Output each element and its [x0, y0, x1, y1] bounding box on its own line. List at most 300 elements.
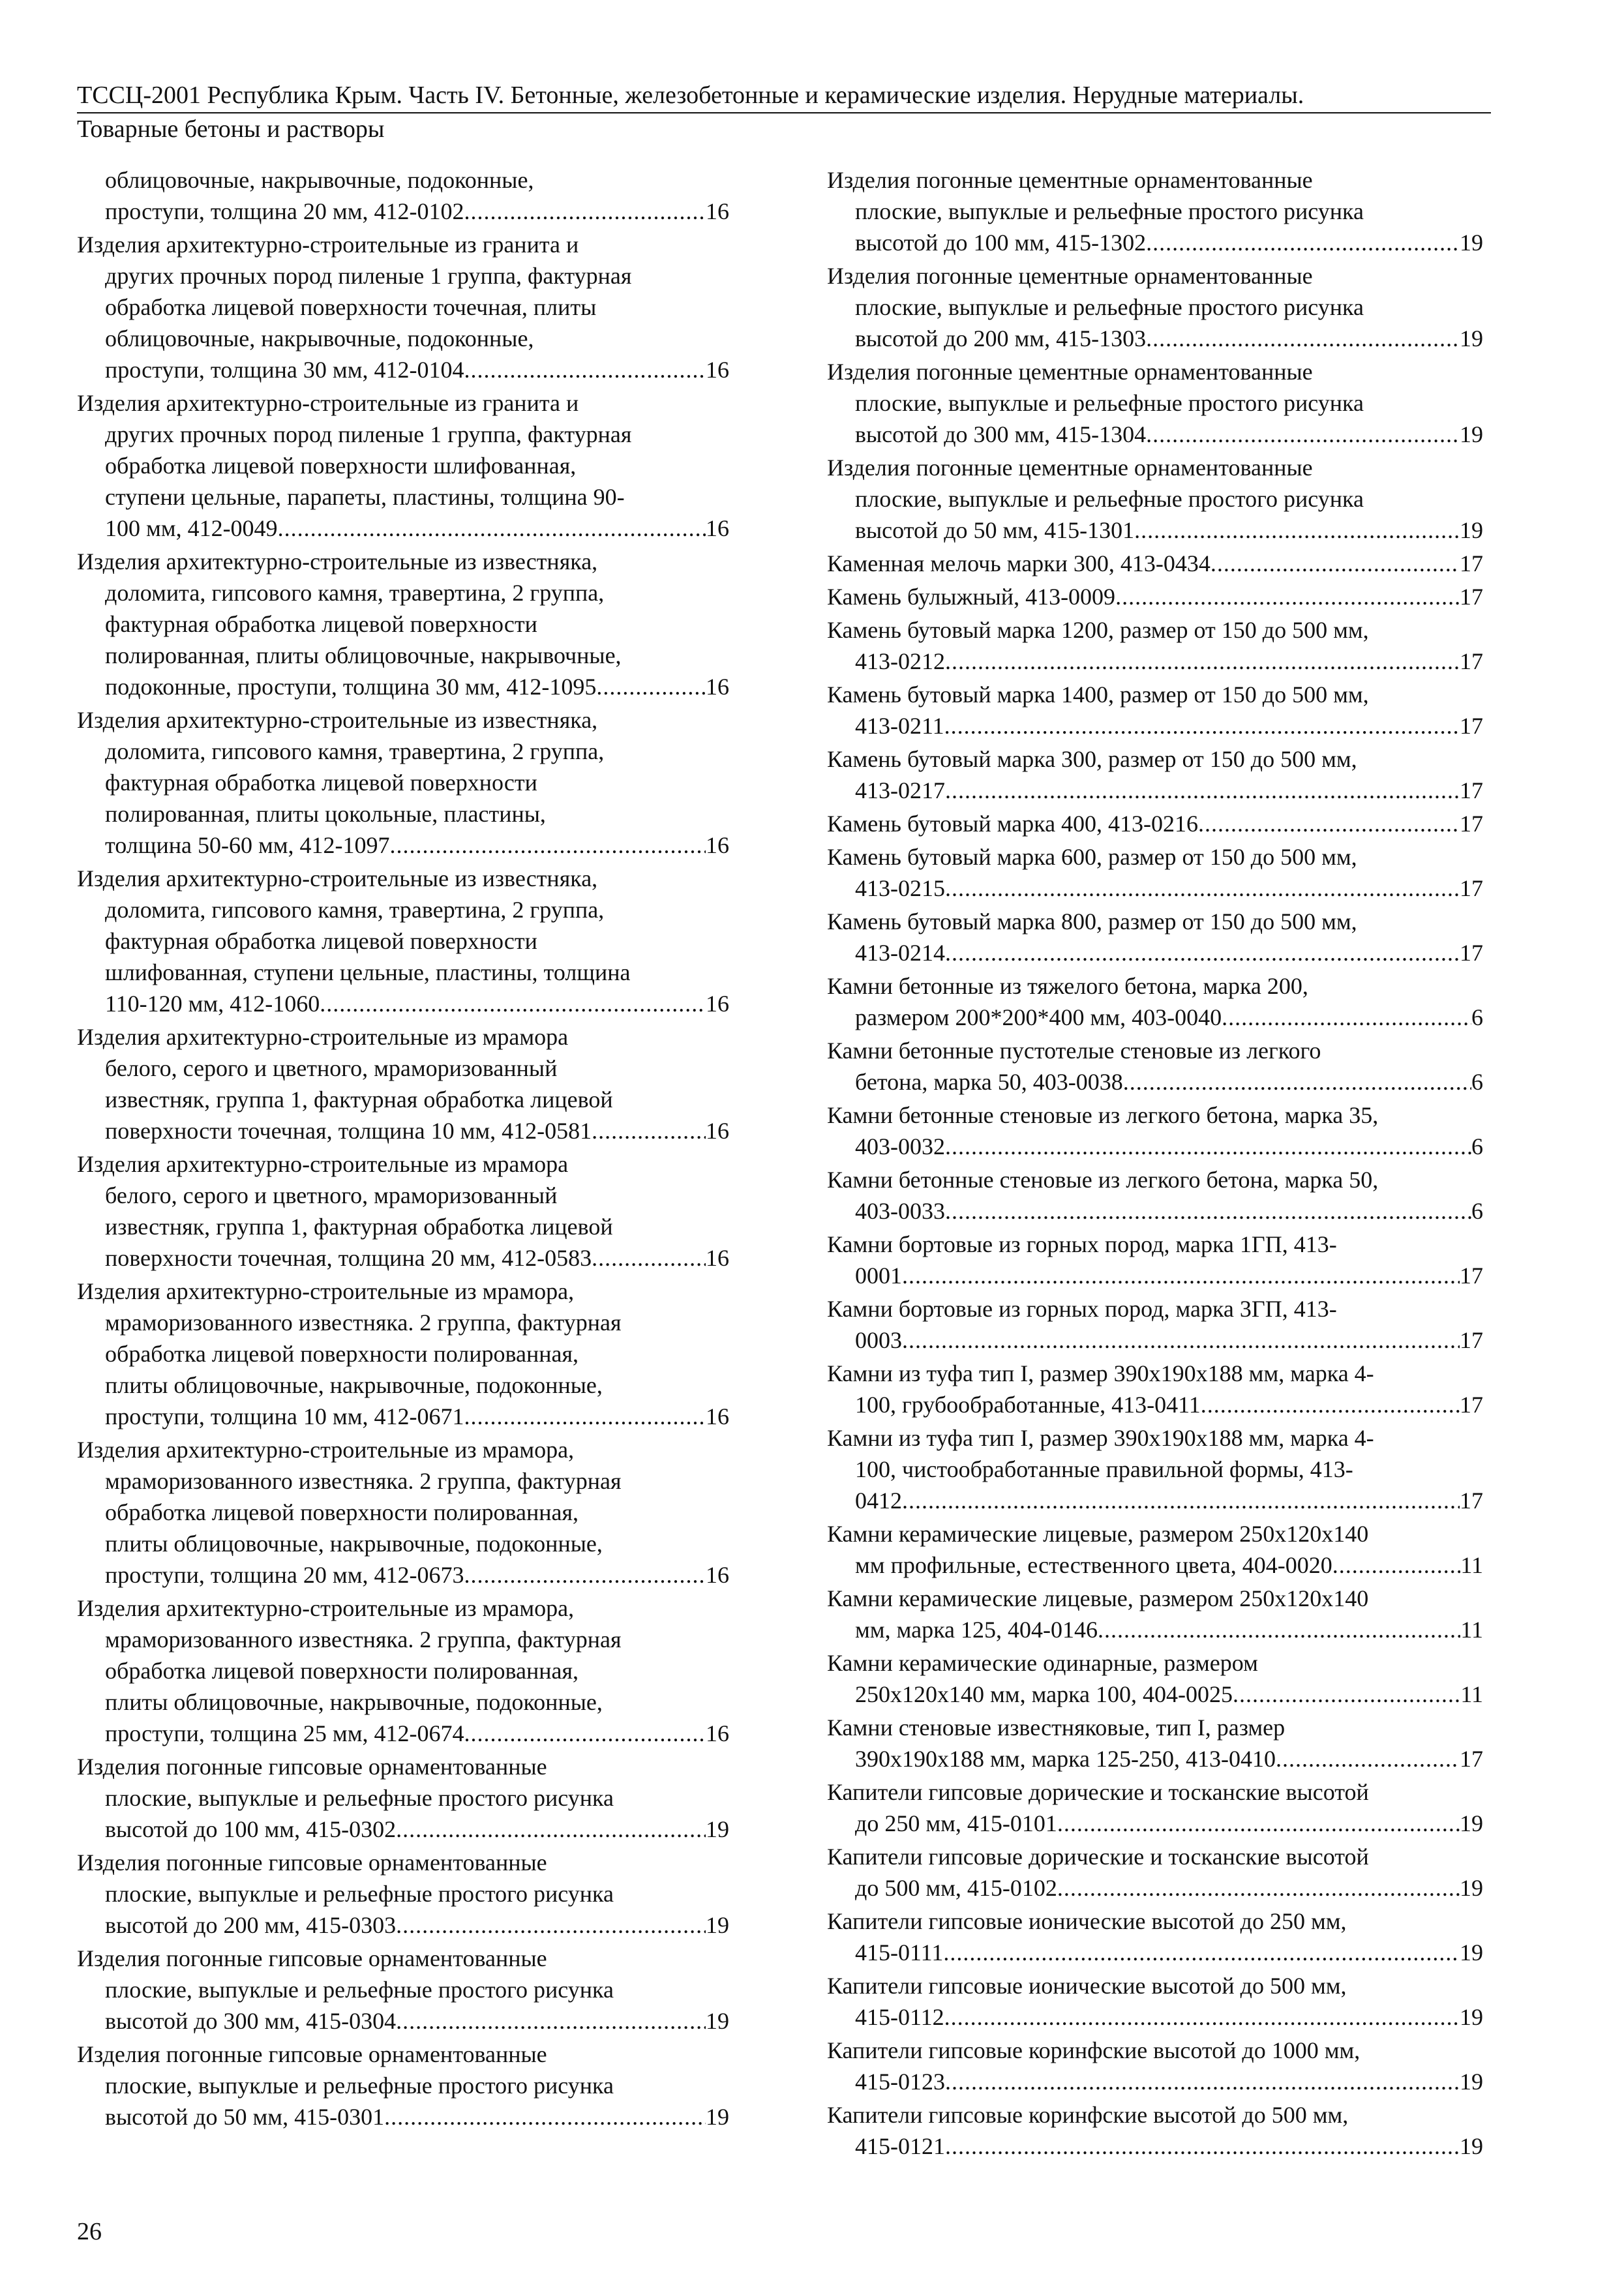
page-number: 26 [77, 2218, 102, 2245]
index-entry [827, 1229, 1483, 1291]
entry-last-line [827, 937, 1483, 968]
dot-leader [945, 937, 1460, 968]
entry-page-ref: 16 [706, 198, 729, 224]
entry-line: плиты облицовочные, накрывочные, подоконные, [105, 1689, 603, 1715]
entry-page-ref: 16 [706, 1403, 729, 1429]
index-entry [827, 1164, 1483, 1227]
entry-text: высотой до 100 мм, 415-0302 [105, 1816, 397, 1842]
entry-line: Камни бортовые из горных пород, марка 1ГП, 413- [827, 1231, 1337, 1257]
entry-last-line [77, 1814, 729, 1845]
entry-text: 413-0211 [855, 713, 944, 739]
entry-line: Изделия погонные цементные орнаментованные [827, 263, 1313, 289]
entry-line: Камни бетонные стеновые из легкого бетона, марка 50, [827, 1167, 1379, 1193]
entry-last-line [827, 323, 1483, 354]
entry-last-line [827, 1614, 1483, 1645]
entry-line: плоские, выпуклые и рельефные простого рисунка [855, 294, 1364, 320]
index-entry [827, 614, 1483, 677]
entry-last-line [827, 581, 1483, 612]
index-entry [827, 906, 1483, 968]
entry-text: проступи, толщина 10 мм, 412-0671 [105, 1403, 464, 1429]
entry-page-ref: 17 [1460, 1327, 1483, 1353]
entry-text: 0001 [855, 1263, 902, 1289]
entry-text: 110-120 мм, 412-1060 [105, 991, 320, 1017]
index-entry [827, 548, 1483, 579]
entry-last-line [77, 2101, 729, 2132]
entry-last-line [827, 227, 1483, 258]
index-entry [77, 164, 729, 227]
entry-page-ref: 17 [1460, 1263, 1483, 1289]
dot-leader [1057, 1872, 1460, 1904]
entry-last-line [827, 515, 1483, 546]
entry-page-ref: 19 [706, 2008, 729, 2034]
index-entry [77, 2039, 729, 2132]
entry-text: высотой до 200 мм, 415-0303 [105, 1912, 397, 1938]
entry-line: белого, серого и цветного, мраморизованный [105, 1182, 558, 1208]
dot-leader [464, 1718, 706, 1749]
dot-leader [278, 513, 706, 544]
index-entry [827, 1358, 1483, 1420]
entry-line: плоские, выпуклые и рельефные простого рисунка [855, 486, 1364, 512]
entry-line: обработка лицевой поверхности полированная, [105, 1658, 579, 1684]
entry-last-line [827, 1389, 1483, 1420]
entry-line: Капители гипсовые ионические высотой до 250 мм, [827, 1908, 1347, 1934]
index-entry [77, 1943, 729, 2037]
entry-line: плиты облицовочные, накрывочные, подоконные, [105, 1372, 603, 1398]
entry-text: толщина 50-60 мм, 412-1097 [105, 832, 390, 858]
entry-page-ref: 16 [706, 832, 729, 858]
entry-text: 0003 [855, 1327, 902, 1353]
entry-line: Камни керамические одинарные, размером [827, 1650, 1258, 1676]
dot-leader [1146, 227, 1460, 258]
entry-page-ref: 19 [1460, 1939, 1483, 1966]
entry-line: Камень бутовый марка 800, размер от 150 до 500 мм, [827, 908, 1357, 935]
entry-line: обработка лицевой поверхности полированная, [105, 1341, 579, 1367]
entry-page-ref: 17 [1460, 713, 1483, 739]
index-entry [827, 743, 1483, 806]
entry-line: доломита, гипсового камня, травертина, 2 группа, [105, 580, 605, 606]
entry-line: Изделия погонные гипсовые орнаментованные [77, 1849, 547, 1876]
index-entry [827, 1647, 1483, 1710]
entry-line: Камень бутовый марка 600, размер от 150 до 500 мм, [827, 844, 1357, 870]
entry-last-line [827, 1324, 1483, 1356]
entry-line: фактурная обработка лицевой поверхности [105, 928, 537, 954]
entry-last-line [827, 646, 1483, 677]
entry-line: ступени цельные, парапеты, пластины, толщина 90- [105, 484, 625, 510]
entry-page-ref: 11 [1460, 1681, 1483, 1707]
entry-line: Изделия погонные гипсовые орнаментованные [77, 2041, 547, 2067]
dot-leader [1115, 581, 1460, 612]
dot-leader [464, 1559, 706, 1591]
entry-page-ref: 6 [1471, 1069, 1483, 1095]
entry-text: 0412 [855, 1488, 902, 1514]
entry-last-line [827, 548, 1483, 579]
entry-text: до 250 мм, 415-0101 [855, 1810, 1057, 1836]
entry-page-ref: 19 [1460, 230, 1483, 256]
entry-last-line [77, 196, 729, 227]
entry-last-line [77, 1242, 729, 1274]
entry-last-line [827, 1066, 1483, 1098]
entry-last-line [77, 830, 729, 861]
entry-page-ref: 17 [1460, 777, 1483, 803]
entry-last-line [827, 2001, 1483, 2033]
dot-leader [1146, 323, 1460, 354]
entry-page-ref: 17 [1460, 550, 1483, 576]
entry-text: высотой до 200 мм, 415-1303 [855, 325, 1147, 352]
dot-leader [1332, 1549, 1461, 1581]
index-entry [827, 1841, 1483, 1904]
entry-line: обработка лицевой поверхности шлифованная, [105, 453, 577, 479]
entry-text: подоконные, проступи, толщина 30 мм, 412-1095 [105, 674, 597, 700]
entry-last-line [77, 1559, 729, 1591]
entry-line: Изделия архитектурно-строительные из гранита и [77, 390, 579, 416]
entry-text: проступи, толщина 30 мм, 412-0104 [105, 357, 464, 383]
index-entry [827, 2099, 1483, 2162]
entry-text: 413-0214 [855, 940, 945, 966]
entry-page-ref: 16 [706, 1118, 729, 1144]
entry-line: Изделия архитектурно-строительные из известняка, [77, 548, 598, 575]
dot-leader [1276, 1743, 1460, 1774]
entry-text: до 500 мм, 415-0102 [855, 1875, 1057, 1901]
entry-line: Капители гипсовые дорические и тосканские высотой [827, 1844, 1369, 1870]
entry-page-ref: 6 [1471, 1133, 1483, 1159]
entry-page-ref: 16 [706, 1562, 729, 1588]
entry-last-line [827, 1195, 1483, 1227]
dot-leader [944, 710, 1460, 741]
index-entry [77, 229, 729, 385]
entry-text: 403-0033 [855, 1198, 945, 1224]
entry-line: Изделия погонные цементные орнаментованные [827, 167, 1313, 193]
dot-leader [1098, 1614, 1460, 1645]
entry-page-ref: 16 [706, 515, 729, 541]
dot-leader [945, 1131, 1471, 1162]
dot-leader [464, 196, 706, 227]
entry-text: проступи, толщина 20 мм, 412-0102 [105, 198, 464, 224]
entry-last-line [77, 988, 729, 1019]
entry-page-ref: 11 [1460, 1617, 1483, 1643]
dot-leader [902, 1324, 1460, 1356]
entry-line: Изделия погонные гипсовые орнаментованные [77, 1945, 547, 1971]
entry-text: высотой до 300 мм, 415-1304 [855, 421, 1147, 447]
entry-page-ref: 19 [706, 1912, 729, 1938]
entry-text: 100, грубообработанные, 413-0411 [855, 1392, 1201, 1418]
index-entry [827, 1712, 1483, 1774]
entry-page-ref: 16 [706, 991, 729, 1017]
entry-last-line [827, 1808, 1483, 1839]
entry-page-ref: 17 [1460, 875, 1483, 901]
entry-line: Камни бетонные из тяжелого бетона, марка 200, [827, 973, 1308, 999]
entry-line: Камни стеновые известняковые, тип I, размер [827, 1714, 1286, 1741]
entry-page-ref: 11 [1460, 1552, 1483, 1578]
entry-page-ref: 17 [1460, 584, 1483, 610]
entry-line: фактурная обработка лицевой поверхности [105, 770, 537, 796]
entry-page-ref: 19 [1460, 2004, 1483, 2030]
entry-line: плоские, выпуклые и рельефные простого рисунка [855, 198, 1364, 224]
index-entry [77, 546, 729, 702]
entry-last-line [827, 808, 1483, 839]
dot-leader [902, 1260, 1460, 1291]
index-entry [827, 1583, 1483, 1645]
entry-page-ref: 19 [1460, 325, 1483, 352]
entry-page-ref: 19 [1460, 1875, 1483, 1901]
entry-text: 415-0123 [855, 2069, 945, 2095]
entry-last-line [827, 775, 1483, 806]
entry-text: бетона, марка 50, 403-0038 [855, 1069, 1123, 1095]
index-column-right [827, 164, 1483, 2164]
entry-text: Камень булыжный, 413-0009 [827, 584, 1116, 610]
entry-text: 415-0121 [855, 2133, 945, 2159]
entry-text: 415-0112 [855, 2004, 944, 2030]
dot-leader [945, 646, 1460, 677]
entry-last-line [827, 419, 1483, 450]
entry-text: 390х190х188 мм, марка 125-250, 413-0410 [855, 1746, 1276, 1772]
entry-line: 100, чистообработанные правильной формы, 413- [855, 1456, 1353, 1482]
entry-line: Изделия архитектурно-строительные из мрамора [77, 1024, 569, 1050]
entry-page-ref: 17 [1460, 1488, 1483, 1514]
index-entry [827, 581, 1483, 612]
entry-line: Изделия погонные гипсовые орнаментованные [77, 1754, 547, 1780]
entry-line: Камни бетонные стеновые из легкого бетона, марка 35, [827, 1102, 1379, 1128]
entry-line: Камни из туфа тип I, размер 390х190х188 мм, марка 4- [827, 1360, 1374, 1386]
index-entry [827, 1518, 1483, 1581]
entry-last-line [77, 1401, 729, 1432]
entry-line: плоские, выпуклые и рельефные простого рисунка [105, 2072, 614, 2099]
entry-page-ref: 16 [706, 674, 729, 700]
entry-last-line [77, 1115, 729, 1146]
dot-leader [396, 2005, 706, 2037]
entry-line: Изделия архитектурно-строительные из мрамора, [77, 1595, 575, 1621]
entry-last-line [77, 1718, 729, 1749]
entry-line: других прочных пород пиленые 1 группа, фактурная [105, 421, 632, 447]
dot-leader [1222, 1002, 1471, 1033]
entry-line: Изделия архитектурно-строительные из мрамора, [77, 1437, 575, 1463]
dot-leader [1123, 1066, 1471, 1098]
entry-text: высотой до 50 мм, 415-1301 [855, 517, 1135, 543]
entry-page-ref: 19 [1460, 2069, 1483, 2095]
entry-last-line [827, 1872, 1483, 1904]
entry-line: Изделия погонные цементные орнаментованные [827, 455, 1313, 481]
dot-leader [1210, 548, 1460, 579]
entry-line: плоские, выпуклые и рельефные простого рисунка [105, 1977, 614, 2003]
entry-last-line [827, 873, 1483, 904]
entry-line: Изделия архитектурно-строительные из мрамора [77, 1151, 569, 1177]
entry-line: Изделия погонные цементные орнаментованные [827, 359, 1313, 385]
entry-line: Камень бутовый марка 1400, размер от 150 до 500 мм, [827, 681, 1369, 708]
entry-text: 250х120х140 мм, марка 100, 404-0025 [855, 1681, 1233, 1707]
entry-last-line [77, 354, 729, 385]
dot-leader [464, 1401, 706, 1432]
entry-line: Изделия архитектурно-строительные из мрамора, [77, 1278, 575, 1304]
entry-line: других прочных пород пиленые 1 группа, фактурная [105, 263, 632, 289]
index-entry [827, 679, 1483, 741]
entry-page-ref: 19 [706, 1816, 729, 1842]
entry-text: 403-0032 [855, 1133, 945, 1159]
index-entry [77, 1434, 729, 1591]
entry-line: полированная, плиты цокольные, пластины, [105, 801, 546, 827]
dot-leader [464, 354, 706, 385]
index-entry [77, 863, 729, 1019]
entry-last-line [827, 1002, 1483, 1033]
entry-line: обработка лицевой поверхности точечная, плиты [105, 294, 597, 320]
entry-text: Камень бутовый марка 400, 413-0216 [827, 811, 1199, 837]
entry-line: Камни бетонные пустотелые стеновые из легкого [827, 1038, 1321, 1064]
entry-last-line [827, 1260, 1483, 1291]
entry-line: мраморизованного известняка. 2 группа, фактурная [105, 1309, 622, 1336]
entry-page-ref: 6 [1471, 1004, 1483, 1030]
entry-last-line [77, 1909, 729, 1941]
entry-last-line [827, 2066, 1483, 2097]
entry-last-line [827, 1549, 1483, 1581]
entry-line: Камни керамические лицевые, размером 250х120х140 [827, 1585, 1369, 1611]
entry-line: Капители гипсовые коринфские высотой до 1000 мм, [827, 2037, 1361, 2063]
entry-text: высотой до 300 мм, 415-0304 [105, 2008, 397, 2034]
entry-line: облицовочные, накрывочные, подоконные, [105, 167, 534, 193]
index-entry [827, 808, 1483, 839]
dot-leader [596, 671, 706, 702]
index-entry [827, 970, 1483, 1033]
entry-page-ref: 17 [1460, 940, 1483, 966]
index-entry [827, 1422, 1483, 1516]
dot-leader [1146, 419, 1460, 450]
index-entry [827, 452, 1483, 546]
header-title: ТССЦ-2001 Республика Крым. Часть IV. Бетонные, железобетонные и керамические изделия. Нерудные материалы. [77, 80, 1491, 113]
index-entry [827, 841, 1483, 904]
entry-page-ref: 16 [706, 357, 729, 383]
dot-leader [945, 873, 1460, 904]
entry-page-ref: 19 [1460, 421, 1483, 447]
dot-leader [592, 1242, 706, 1274]
dot-leader [945, 775, 1460, 806]
index-entry [827, 260, 1483, 354]
entry-text: мм, марка 125, 404-0146 [855, 1617, 1098, 1643]
dot-leader [902, 1485, 1460, 1516]
entry-text: размером 200*200*400 мм, 403-0040 [855, 1004, 1222, 1030]
dot-leader [944, 2001, 1460, 2033]
entry-page-ref: 16 [706, 1720, 729, 1746]
dot-leader [390, 830, 706, 861]
entry-line: облицовочные, накрывочные, подоконные, [105, 325, 534, 352]
entry-line: Капители гипсовые ионические высотой до 500 мм, [827, 1973, 1347, 1999]
entry-page-ref: 6 [1471, 1198, 1483, 1224]
entry-line: плоские, выпуклые и рельефные простого рисунка [855, 390, 1364, 416]
entry-text: проступи, толщина 25 мм, 412-0674 [105, 1720, 464, 1746]
entry-line: Камень бутовый марка 1200, размер от 150 до 500 мм, [827, 617, 1369, 643]
entry-line: шлифованная, ступени цельные, пластины, толщина [105, 959, 631, 985]
entry-line: Изделия архитектурно-строительные из известняка, [77, 865, 598, 891]
entry-line: Камни из туфа тип I, размер 390х190х188 мм, марка 4- [827, 1425, 1374, 1451]
entry-line: плоские, выпуклые и рельефные простого рисунка [105, 1881, 614, 1907]
entry-line: Капители гипсовые коринфские высотой до 500 мм, [827, 2102, 1349, 2128]
index-entry [827, 1100, 1483, 1162]
dot-leader [1057, 1808, 1460, 1839]
dot-leader [592, 1115, 706, 1146]
entry-text: мм профильные, естественного цвета, 404-0020 [855, 1552, 1332, 1578]
entry-text: 413-0217 [855, 777, 945, 803]
entry-line: мраморизованного известняка. 2 группа, фактурная [105, 1626, 622, 1653]
index-entry [77, 1593, 729, 1749]
dot-leader [1233, 1679, 1460, 1710]
index-entry [77, 704, 729, 861]
index-entry [827, 2035, 1483, 2097]
entry-line: фактурная обработка лицевой поверхности [105, 611, 537, 637]
index-column-left [77, 164, 729, 2134]
entry-line: известняк, группа 1, фактурная обработка лицевой [105, 1214, 613, 1240]
entry-last-line [827, 1743, 1483, 1774]
dot-leader [943, 1937, 1460, 1968]
entry-line: Изделия архитектурно-строительные из известняка, [77, 707, 598, 733]
dot-leader [1198, 808, 1460, 839]
index-entry [77, 387, 729, 544]
entry-line: мраморизованного известняка. 2 группа, фактурная [105, 1468, 622, 1494]
entry-text: 415-0111 [855, 1939, 944, 1966]
index-entry [77, 1148, 729, 1274]
index-entry [827, 356, 1483, 450]
entry-text: высотой до 100 мм, 415-1302 [855, 230, 1147, 256]
dot-leader [945, 2066, 1460, 2097]
entry-line: Изделия архитектурно-строительные из гранита и [77, 232, 579, 258]
dot-leader [396, 1814, 706, 1845]
entry-page-ref: 17 [1460, 811, 1483, 837]
entry-last-line [827, 710, 1483, 741]
entry-page-ref: 17 [1460, 648, 1483, 674]
entry-text: Каменная мелочь марки 300, 413-0434 [827, 550, 1210, 576]
entry-last-line [77, 513, 729, 544]
index-entry [77, 1751, 729, 1845]
header-subtitle: Товарные бетоны и растворы [77, 115, 385, 143]
dot-leader [945, 2131, 1460, 2162]
index-entry [77, 1021, 729, 1146]
dot-leader [384, 2101, 706, 2132]
entry-last-line [77, 671, 729, 702]
dot-leader [945, 1195, 1471, 1227]
entry-page-ref: 19 [1460, 2133, 1483, 2159]
entry-last-line [827, 1485, 1483, 1516]
index-entry [827, 1906, 1483, 1968]
entry-text: высотой до 50 мм, 415-0301 [105, 2104, 385, 2130]
entry-line: полированная, плиты облицовочные, накрывочные, [105, 642, 622, 668]
dot-leader [1134, 515, 1460, 546]
entry-line: доломита, гипсового камня, травертина, 2 группа, [105, 738, 605, 764]
entry-line: Камни бортовые из горных пород, марка 3ГП, 413- [827, 1296, 1337, 1322]
index-entry [827, 1293, 1483, 1356]
entry-page-ref: 19 [706, 2104, 729, 2130]
entry-line: белого, серого и цветного, мраморизованный [105, 1055, 558, 1081]
entry-line: обработка лицевой поверхности полированная, [105, 1499, 579, 1525]
entry-text: 413-0212 [855, 648, 945, 674]
dot-leader [320, 988, 706, 1019]
entry-line: известняк, группа 1, фактурная обработка лицевой [105, 1086, 613, 1113]
entry-line: доломита, гипсового камня, травертина, 2 группа, [105, 897, 605, 923]
entry-last-line [827, 1937, 1483, 1968]
running-header [77, 80, 1491, 145]
entry-last-line [827, 2131, 1483, 2162]
index-entry [77, 1276, 729, 1432]
entry-text: поверхности точечная, толщина 20 мм, 412-0583 [105, 1245, 592, 1271]
entry-page-ref: 19 [1460, 517, 1483, 543]
entry-page-ref: 17 [1460, 1392, 1483, 1418]
entry-page-ref: 16 [706, 1245, 729, 1271]
entry-page-ref: 19 [1460, 1810, 1483, 1836]
index-entry [827, 164, 1483, 258]
index-entry [77, 1847, 729, 1941]
dot-leader [396, 1909, 706, 1941]
entry-line: Камень бутовый марка 300, размер от 150 до 500 мм, [827, 746, 1357, 772]
entry-line: плоские, выпуклые и рельефные простого рисунка [105, 1785, 614, 1811]
index-entry [827, 1970, 1483, 2033]
dot-leader [1201, 1389, 1460, 1420]
entry-page-ref: 17 [1460, 1746, 1483, 1772]
index-entry [827, 1776, 1483, 1839]
entry-text: 100 мм, 412-0049 [105, 515, 278, 541]
